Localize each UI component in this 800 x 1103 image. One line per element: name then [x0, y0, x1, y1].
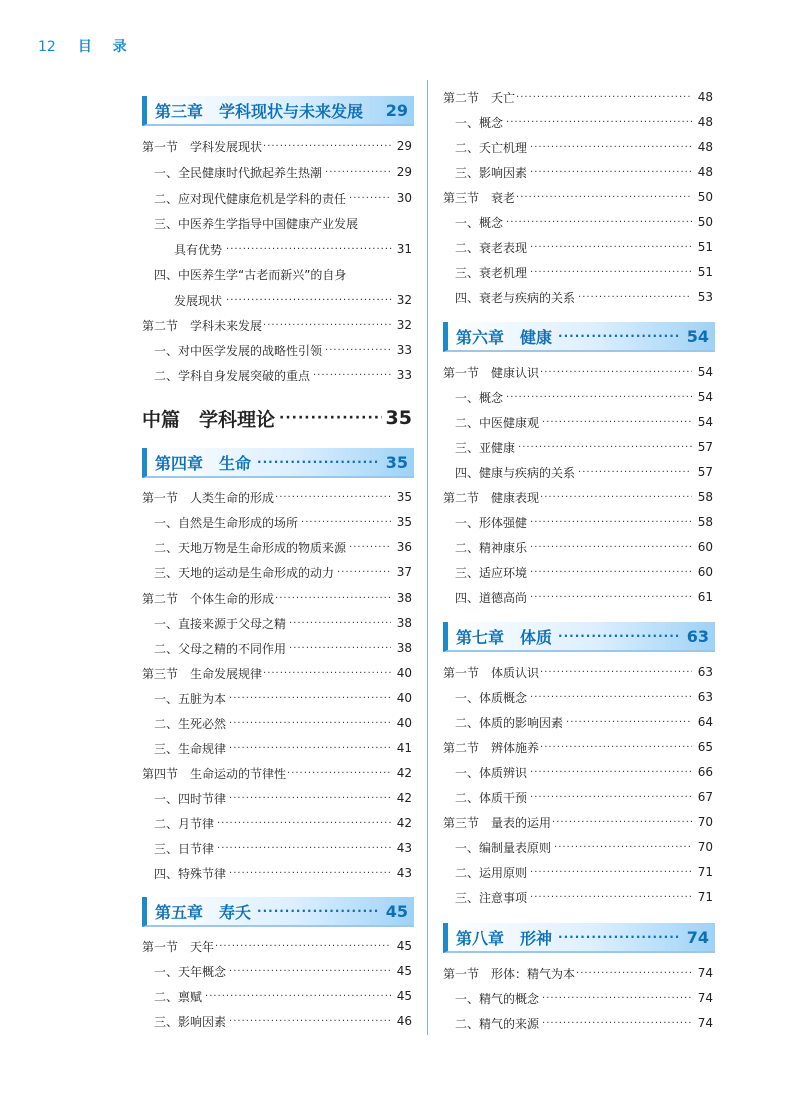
toc-item[interactable]: 二、生死必然 ····· 40	[142, 713, 412, 733]
chapter-title: 第七章 体质	[456, 627, 553, 647]
toc-section[interactable]: 第一节 健康认识 ····· 54	[443, 362, 713, 382]
toc-item[interactable]: 三、亚健康 ····· 57	[443, 437, 713, 457]
toc-item[interactable]: 一、形体强健 ····· 58	[443, 512, 713, 532]
toc-item[interactable]: 一、概念 ····· 54	[443, 387, 713, 407]
toc-section[interactable]: 第三节 衰老 ····· 50	[443, 187, 713, 207]
toc-section[interactable]: 第一节 天年 ····· 45	[142, 936, 412, 956]
chapter-page: 35	[385, 452, 408, 472]
chapter-title: 第四章 生命	[155, 453, 252, 473]
toc-item[interactable]: 四、中医养生学“古老而新兴”的自身	[154, 267, 347, 282]
toc-item[interactable]: 二、夭亡机理 ····· 48	[443, 137, 713, 157]
toc-section[interactable]: 第一节 人类生命的形成 ····· 35	[142, 487, 412, 507]
toc-section[interactable]: 第三节 生命发展规律 ····· 40	[142, 663, 412, 683]
toc-item[interactable]: 一、自然是生命形成的场所 ····· 35	[142, 512, 412, 532]
toc-section[interactable]: 第三节 量表的运用 ····· 70	[443, 812, 713, 832]
toc-section[interactable]: 第四节 生命运动的节律性 ····· 42	[142, 763, 412, 783]
toc-item[interactable]: 二、月节律 ····· 42	[142, 813, 412, 833]
chapter-4-banner[interactable]	[142, 448, 414, 478]
chapter-title: 第三章 学科现状与未来发展	[155, 101, 364, 121]
toc-item[interactable]: 三、中医养生学指导中国健康产业发展	[154, 216, 359, 231]
chapter-page: 74	[686, 927, 709, 947]
toc-section[interactable]: 第二节 辨体施养 ····· 65	[443, 737, 713, 757]
part-2-heading[interactable]: 中篇 学科理论 ····· 35	[142, 404, 412, 432]
toc-item[interactable]: 二、精气的来源 ····· 74	[443, 1013, 713, 1033]
chapter-title: 第五章 寿夭	[155, 902, 252, 922]
toc-item[interactable]: 四、健康与疾病的关系 ····· 57	[443, 462, 713, 482]
toc-item[interactable]: 二、禀赋 ····· 45	[142, 986, 412, 1006]
toc-item[interactable]: 四、道德高尚 ····· 61	[443, 587, 713, 607]
toc-section[interactable]: 第二节 健康表现 ····· 58	[443, 487, 713, 507]
toc-section[interactable]: 第一节 形体：精气为本 ····· 74	[443, 963, 713, 983]
toc-item[interactable]: 三、影响因素 ····· 46	[142, 1011, 412, 1031]
chapter-page: 63	[686, 626, 709, 646]
toc-item[interactable]: 一、概念 ····· 50	[443, 212, 713, 232]
toc-item[interactable]: 三、天地的运动是生命形成的动力 ····· 37	[142, 562, 412, 582]
toc-section[interactable]: 第二节 个体生命的形成 ····· 38	[142, 588, 412, 608]
toc-item[interactable]: 一、全民健康时代掀起养生热潮 ····· 29	[142, 162, 412, 182]
chapter-8-banner[interactable]	[443, 923, 715, 953]
toc-item[interactable]: 二、中医健康观 ····· 54	[443, 412, 713, 432]
toc-item[interactable]: 三、影响因素 ····· 48	[443, 162, 713, 182]
chapter-page: 54	[686, 326, 709, 346]
toc-item[interactable]: 一、直接来源于父母之精 ····· 38	[142, 613, 412, 633]
toc-item[interactable]: 二、衰老表现 ····· 51	[443, 237, 713, 257]
toc-item[interactable]: 二、体质干预 ····· 67	[443, 787, 713, 807]
page-header	[38, 36, 135, 56]
toc-section[interactable]: 第二节 夭亡 ····· 48	[443, 87, 713, 107]
toc-item[interactable]: 一、精气的概念 ····· 74	[443, 988, 713, 1008]
toc-item[interactable]: 一、五脏为本 ····· 40	[142, 688, 412, 708]
toc-item[interactable]: 二、父母之精的不同作用 ····· 38	[142, 638, 412, 658]
toc-item[interactable]: 二、学科自身发展突破的重点 ····· 33	[142, 365, 412, 385]
chapter-6-banner[interactable]	[443, 322, 715, 352]
toc-item[interactable]: 二、精神康乐 ····· 60	[443, 537, 713, 557]
chapter-title: 第八章 形神	[456, 928, 553, 948]
chapter-page: 45	[385, 901, 408, 921]
toc-item[interactable]: 三、生命规律 ····· 41	[142, 738, 412, 758]
toc-item[interactable]: 二、应对现代健康危机是学科的责任 ····· 30	[142, 188, 412, 208]
chapter-7-banner[interactable]	[443, 622, 715, 652]
toc-item[interactable]: 三、注意事项 ····· 71	[443, 887, 713, 907]
toc-section[interactable]: 第二节 学科未来发展 ····· 32	[142, 315, 412, 335]
chapter-page: 29	[385, 100, 408, 120]
toc-item[interactable]: 一、概念 ····· 48	[443, 112, 713, 132]
toc-item[interactable]: 三、适应环境 ····· 60	[443, 562, 713, 582]
chapter-5-banner[interactable]	[142, 897, 414, 927]
toc-item-continued[interactable]: 发展现状 ····· 32	[174, 290, 412, 310]
toc-item[interactable]: 一、对中医学发展的战略性引领 ····· 33	[142, 340, 412, 360]
toc-item[interactable]: 四、特殊节律 ····· 43	[142, 863, 412, 883]
toc-item[interactable]: 二、体质的影响因素 ····· 64	[443, 712, 713, 732]
toc-section[interactable]: 第一节 体质认识 ····· 63	[443, 662, 713, 682]
toc-item[interactable]: 二、运用原则 ····· 71	[443, 862, 713, 882]
toc-item[interactable]: 一、四时节律 ····· 42	[142, 788, 412, 808]
toc-item[interactable]: 二、天地万物是生命形成的物质来源 ····· 36	[142, 537, 412, 557]
toc-item[interactable]: 一、体质概念 ····· 63	[443, 687, 713, 707]
column-divider	[427, 80, 428, 1035]
toc-item[interactable]: 四、衰老与疾病的关系 ····· 53	[443, 287, 713, 307]
chapter-title: 第六章 健康	[456, 327, 553, 347]
chapter-3-banner[interactable]	[142, 96, 414, 126]
toc-item-continued[interactable]: 具有优势 ····· 31	[174, 239, 412, 259]
toc-item[interactable]: 一、编制量表原则 ····· 70	[443, 837, 713, 857]
toc-item[interactable]: 三、衰老机理 ····· 51	[443, 262, 713, 282]
toc-item[interactable]: 一、体质辨识 ····· 66	[443, 762, 713, 782]
toc-item[interactable]: 一、天年概念 ····· 45	[142, 961, 412, 981]
toc-section[interactable]: 第一节 学科发展现状 ····· 29	[142, 136, 412, 156]
page-number: 12	[38, 39, 56, 55]
page-title: 目 录	[77, 39, 135, 55]
toc-item[interactable]: 三、日节律 ····· 43	[142, 838, 412, 858]
